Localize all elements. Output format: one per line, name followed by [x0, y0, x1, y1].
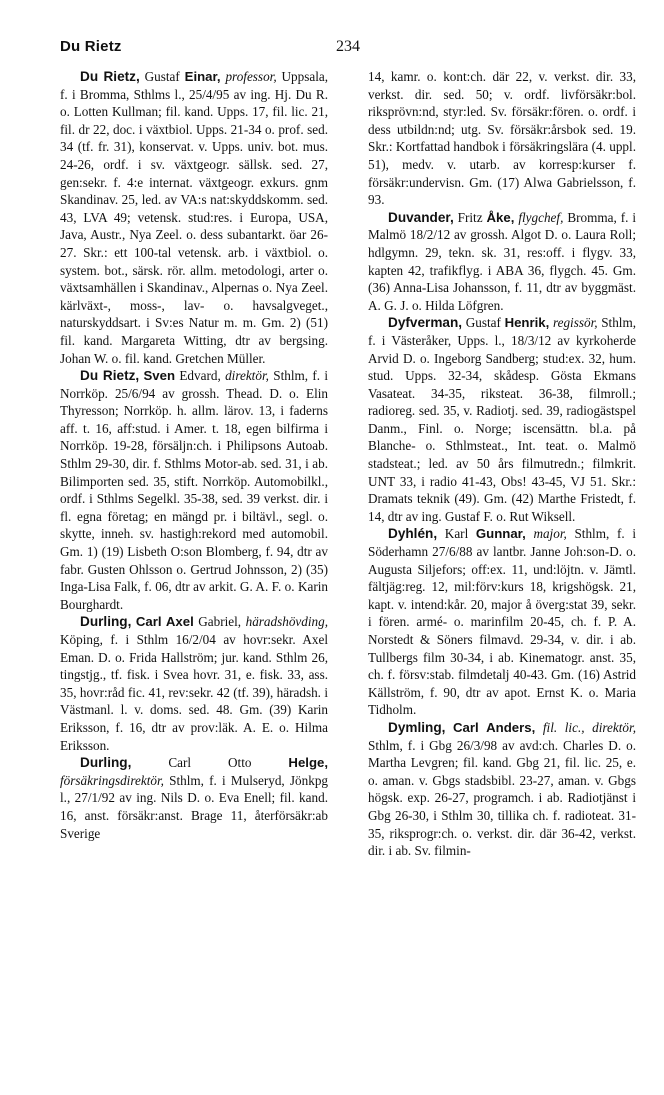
- biography-entry: [368, 525, 636, 719]
- entry-text: Sthlm, f. i Söderhamn 27/6/88 av lantbr. Janne Joh:son-D. o. Augusta Siljefors; off:ex. 11, und:löjtn. v. Jämtl. fältjäg:reg. 12, mil:förv:kurs 18, krigshögsk. 21, kapt. v. intend:kår. 20, major å överg:stat 39, sekr. i fören. armé- o. marinfilm 20-45, ch. f. P. A. Norstedt & Söners filmavd. 29-34, v. dir. i ab. Tullbergs film 30-34, i ab. Kinematogr. anst. 35, ch. f. försv:stab. filmdetalj 40-43. Gm. (16) Astrid Källström, f. 90, dtr av apot. Ernst K. o. Maria Tidholm.: [368, 526, 637, 718]
- entry-occupation: flygchef,: [518, 209, 564, 225]
- entry-surname: Dyhlén,: [388, 526, 438, 542]
- entry-given-name-bold: Einar,: [184, 69, 221, 84]
- entry-surname: Duvander,: [388, 209, 454, 225]
- entry-occupation: direktör,: [225, 368, 269, 384]
- left-column: [60, 68, 328, 842]
- entry-surname: Du Rietz,: [80, 368, 140, 384]
- entry-given-name: Fritz: [457, 209, 483, 225]
- entry-given-name-bold: Henrik,: [504, 315, 550, 331]
- entry-occupation: professor,: [225, 69, 277, 84]
- entry-surname: Dymling,: [388, 719, 446, 735]
- entry-text: Sthlm, f. i Västeråker, Upps. l., 18/3/12 av kyrkoherde Arvid D. o. Ingeborg Sandberg; stud:ex. 32, hum. stud. Upps. 32-34, skådesp. Gösta Ekmans Vasateat. 34-35, riksteat. 36-38, filmroll.; radioreg. sed. 35, v. Radiotj. sed. 39, radiogästspel Danm., Finl. o. Norge; iscensättn. bl.a. på Blanche- o. Sthlmsteat., Int. teat. o. Malmö stadsteat.; led. av 50 års filmutredn.; filmkrit. UNT 33, i radio 41-43, Obs! 43-45, VJ 51. Skr.: Dramats teknik (49). Gm. (42) Marthe Fristedt, f. 14, dtr av ing. Gustaf F. o. Rut Wiksell.: [368, 315, 637, 524]
- entry-surname: Durling,: [80, 614, 132, 630]
- entry-given-name: Karl: [444, 526, 469, 542]
- biography-entry: [368, 314, 636, 525]
- entry-text: Sthlm, f. i Gbg 26/3/98 av avd:ch. Charles D. o. Martha Levgren; fil. kand. Gbg 21, fil. lic. 25, e. o. aman. v. Gbgs stadsbibl. 23-27, aman. v. Gbgs högsk. exp. 26-27, programch. i ab. Radiotjänst i Gbg 26-30, i Sthlm 30, tillika ch. f. radioteat. 31-35, riksprogr:ch. o. verkst. dir. där 36-42, verkst. dir. i ab. Sv. filmin-: [368, 737, 636, 859]
- entry-given-name: Gustaf: [465, 315, 501, 331]
- entry-given-name: Gustaf: [144, 69, 180, 84]
- right-column: [368, 68, 636, 860]
- biography-entry: [60, 613, 328, 754]
- biography-entry: [60, 754, 328, 842]
- entry-occupation: försäkringsdirektör,: [60, 772, 164, 788]
- entry-given-name-bold: Åke,: [486, 209, 515, 225]
- entry-occupation: häradshövding,: [245, 614, 329, 630]
- entry-given-name-bold: Carl Anders,: [453, 719, 536, 735]
- biography-entry: [60, 68, 328, 367]
- entry-occupation: regissör,: [552, 315, 598, 331]
- entry-given-name-bold: Gunnar,: [475, 526, 526, 542]
- entry-text: Bromma, f. i Malmö 18/2/12 av grossh. Algot D. o. Laura Roll; hdlgymn. 29, tekn. sk. 31, res:off. i flygv. 33, kapten 42, trafikflyg. i ABA 36, flygch. 45. Gm. (36) Anna-Lisa Johansson, f. 11, dtr av byggmäst. A. G. J. o. Hilda Löfgren.: [368, 209, 636, 313]
- entry-text: Köping, f. i Sthlm 16/2/04 av hovr:sekr. Axel Eman. D. o. Frida Hallström; jur. kand. Sthlm 26, tingstjg., tf. fisk. i Svea hovr. 31, e. fisk. 33, ass. 35, hovr:råd fic. 41, rev:sekr. 42 (tf. 39), häradsh. i Västmanl. l. v. doms. sed. 48. Gm. (39) Karin Eriksson, f. 16, dtr av prov:läk. A. E. o. Hilma Eriksson.: [60, 632, 328, 753]
- entry-given-name: Edvard,: [179, 368, 221, 384]
- entry-text: Uppsala, f. i Bromma, Sthlms l., 25/4/95 av ing. Hj. Du R. o. Lotten Kullman; fil. kand. Upps. 17, fil. lic. 21, fil. dr 22, doc. i växtbiol. Upps. 21-34 o. prof. sed. 34 (tf. fr. 31), konservat. v. Upps. univ. bot. mus. 24-26, ordf. i sv. växtgeogr. sällsk. sed. 27, gen:sekr. f. 4:e internat. växtgeogr. exkurs. gnm Skandinav. 25, led. av VA:s nat:skyddskomm. sed. 43, LVA 49; vetensk. stud:res. i Europa, USA, Java, Austr., Nya Zeel. o. dess subantarkt. öar 26-27. Skr.: ett 100-tal vetensk. arb. i växtbiol. o. system. bot., särsk. rör. allm. metodologi, arter o. växtsamhällen i Skandinav., Alpernas o. Nya Zeel. kärlväxt-, moss-, lav- o. havsalgveget., naturskyddsart. i Sv:es Natur m. m. Gm. 2) (51) fil. kand. Margareta Witting, dtr av bergsing. Johan W. o. fil. kand. Gretchen Müller.: [60, 69, 329, 366]
- entry-text: Sthlm, f. i Norrköp. 25/6/94 av grossh. Thead. D. o. Elin Thyresson; Norrköp. h. allm. lärov. 13, i faderns aff. t. 16, aff:stud. i Amer. t. 18, egen bilfirma i Norrköp. 19-28, försäljn:ch. i Philipsons Autoab. Sthlm 29-30, dir. f. Sthlms Motor-ab. sed. 31, i ab. Bilimporten sed. 35, stift. Norrköp. Automobilkl., ordf. i Sthlms Segelkl. 35-38, sed. 39 verkst. dir. i fl. egna företag; en mängd pr. i biltävl., segl. o. skytte, inneh. sv. hastigh:rekord med automobil. Gm. 1) (19) Lisbeth O:son Blomberg, f. 94, dtr av fabr. Gusten Ohlsson o. Gertrud Johnsson, 2) (35) Inga-Lisa Falk, f. 06, dtr av arkit. G. A. F. o. Karin Bourghardt.: [60, 368, 329, 612]
- biography-entry: [368, 719, 636, 860]
- entry-given-name-bold: Carl Axel: [135, 614, 194, 630]
- biography-entry: [60, 367, 328, 613]
- entry-given-name-bold: Helge,: [288, 755, 328, 771]
- biography-entry: [368, 209, 636, 315]
- entry-occupation: major,: [533, 526, 567, 542]
- entry-surname: Du Rietz,: [80, 69, 140, 84]
- page-number: 234: [336, 38, 360, 55]
- entry-given-name: Carl Otto: [168, 755, 252, 771]
- entry-given-name: Gabriel,: [198, 614, 242, 630]
- biography-entry: [368, 68, 636, 209]
- entry-occupation: fil. lic., direktör,: [542, 719, 636, 735]
- entry-text: 14, kamr. o. kont:ch. där 22, v. verkst. dir. 33, verkst. dir. sed. 50; v. ordf. livförsäkr:bol. riksprövn:nd, styr:led. Sv. försäkr:fören. o. ordf. i dess utbildn:nd; utg. Sv. försäkr:årsbok sed. 19. Skr.: Kortfattad handbok i försäkringslära (4. uppl. 51), medv. v. utarb. av korresp:kurser f. försäkr:undervisn. Gm. (17) Alwa Gabrielsson, f. 93.: [368, 69, 636, 208]
- entry-given-name-bold: Sven: [143, 368, 176, 384]
- entry-text: Sthlm, f. i Mulseryd, Jönkpg l., 27/1/92 av ing. Nils D. o. Eva Enell; fil. kand. 16, anst. försäkr:anst. Brage 11, återförsäkr:ab Sverige: [60, 772, 329, 841]
- entry-surname: Dyfverman,: [388, 315, 463, 331]
- running-head: Du Rietz: [60, 38, 122, 55]
- entry-surname: Durling,: [80, 755, 132, 771]
